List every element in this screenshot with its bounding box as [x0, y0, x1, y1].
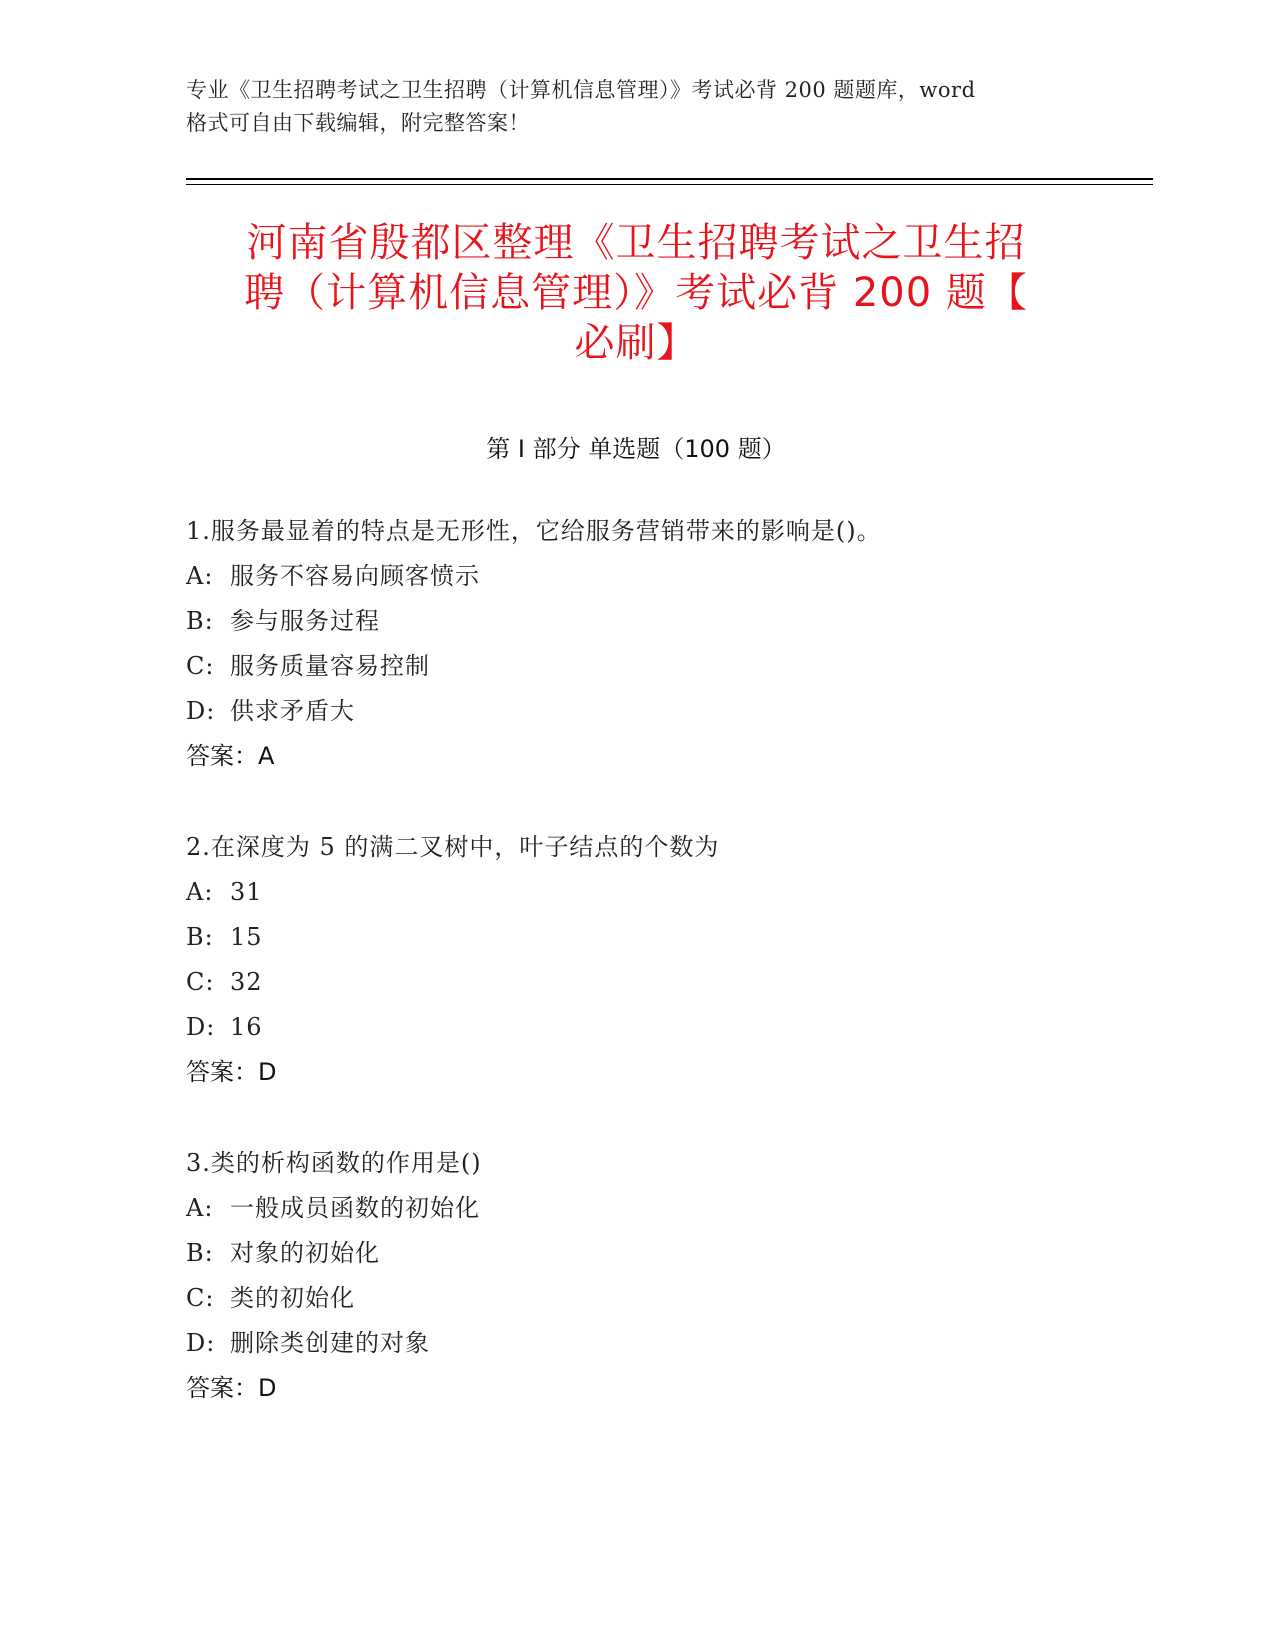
- option-c: [186, 960, 1086, 1005]
- option-letter: A:: [186, 1194, 214, 1222]
- option-letter: C:: [186, 1284, 215, 1312]
- option-text: 32: [230, 968, 263, 996]
- option-text: 删除类创建的对象: [230, 1329, 430, 1357]
- option-letter: C:: [186, 652, 215, 680]
- option-text: 服务质量容易控制: [230, 652, 430, 680]
- option-d: [186, 1321, 1086, 1366]
- option-b: [186, 599, 1086, 644]
- title-line-2: 聘（计算机信息管理）》考试必背 200 题【: [244, 270, 1028, 316]
- option-letter: B:: [186, 607, 214, 635]
- option-letter: B:: [186, 1239, 214, 1267]
- option-text: 一般成员函数的初始化: [230, 1194, 480, 1222]
- option-text: 供求矛盾大: [230, 697, 355, 725]
- option-d: [186, 1005, 1086, 1050]
- option-text: 对象的初始化: [230, 1239, 380, 1267]
- option-letter: A:: [186, 562, 214, 590]
- answer-line: 答案：A: [186, 742, 275, 770]
- option-letter: B:: [186, 923, 214, 951]
- document-title: [186, 218, 1086, 368]
- option-text: 16: [230, 1013, 263, 1041]
- header-note-line-1: 专业《卫生招聘考试之卫生招聘（计算机信息管理）》考试必背 200 题题库，word: [186, 78, 976, 102]
- question-stem: 3.类的析构函数的作用是(): [186, 1149, 482, 1177]
- option-text: 15: [230, 923, 263, 951]
- header-divider-thin: [186, 184, 1153, 185]
- answer-line: 答案：D: [186, 1058, 277, 1086]
- title-line-3: 必刷】: [574, 320, 698, 366]
- option-b: [186, 1231, 1086, 1276]
- answer-line: 答案：D: [186, 1374, 277, 1402]
- option-letter: D:: [186, 697, 216, 725]
- question-1: [186, 509, 1086, 779]
- option-text: 31: [230, 878, 263, 906]
- section-title: 第 I 部分 单选题（100 题）: [486, 435, 786, 463]
- header-note: [186, 74, 1086, 140]
- option-text: 服务不容易向顾客愤示: [230, 562, 480, 590]
- header-note-line-2: 格式可自由下载编辑，附完整答案！: [186, 111, 530, 135]
- question-stem: 1.服务最显着的特点是无形性，它给服务营销带来的影响是()。: [186, 517, 882, 545]
- option-a: [186, 554, 1086, 599]
- option-a: [186, 870, 1086, 915]
- option-c: [186, 644, 1086, 689]
- option-b: [186, 915, 1086, 960]
- option-c: [186, 1276, 1086, 1321]
- question-2: [186, 825, 1086, 1095]
- title-line-1: 河南省殷都区整理《卫生招聘考试之卫生招: [246, 220, 1026, 266]
- header-divider-thick: [186, 178, 1153, 180]
- option-d: [186, 689, 1086, 734]
- option-text: 类的初始化: [230, 1284, 355, 1312]
- option-letter: C:: [186, 968, 215, 996]
- option-letter: D:: [186, 1013, 216, 1041]
- question-3: [186, 1141, 1086, 1411]
- option-a: [186, 1186, 1086, 1231]
- option-text: 参与服务过程: [230, 607, 380, 635]
- option-letter: D:: [186, 1329, 216, 1357]
- question-stem: 2.在深度为 5 的满二叉树中，叶子结点的个数为: [186, 833, 720, 861]
- option-letter: A:: [186, 878, 214, 906]
